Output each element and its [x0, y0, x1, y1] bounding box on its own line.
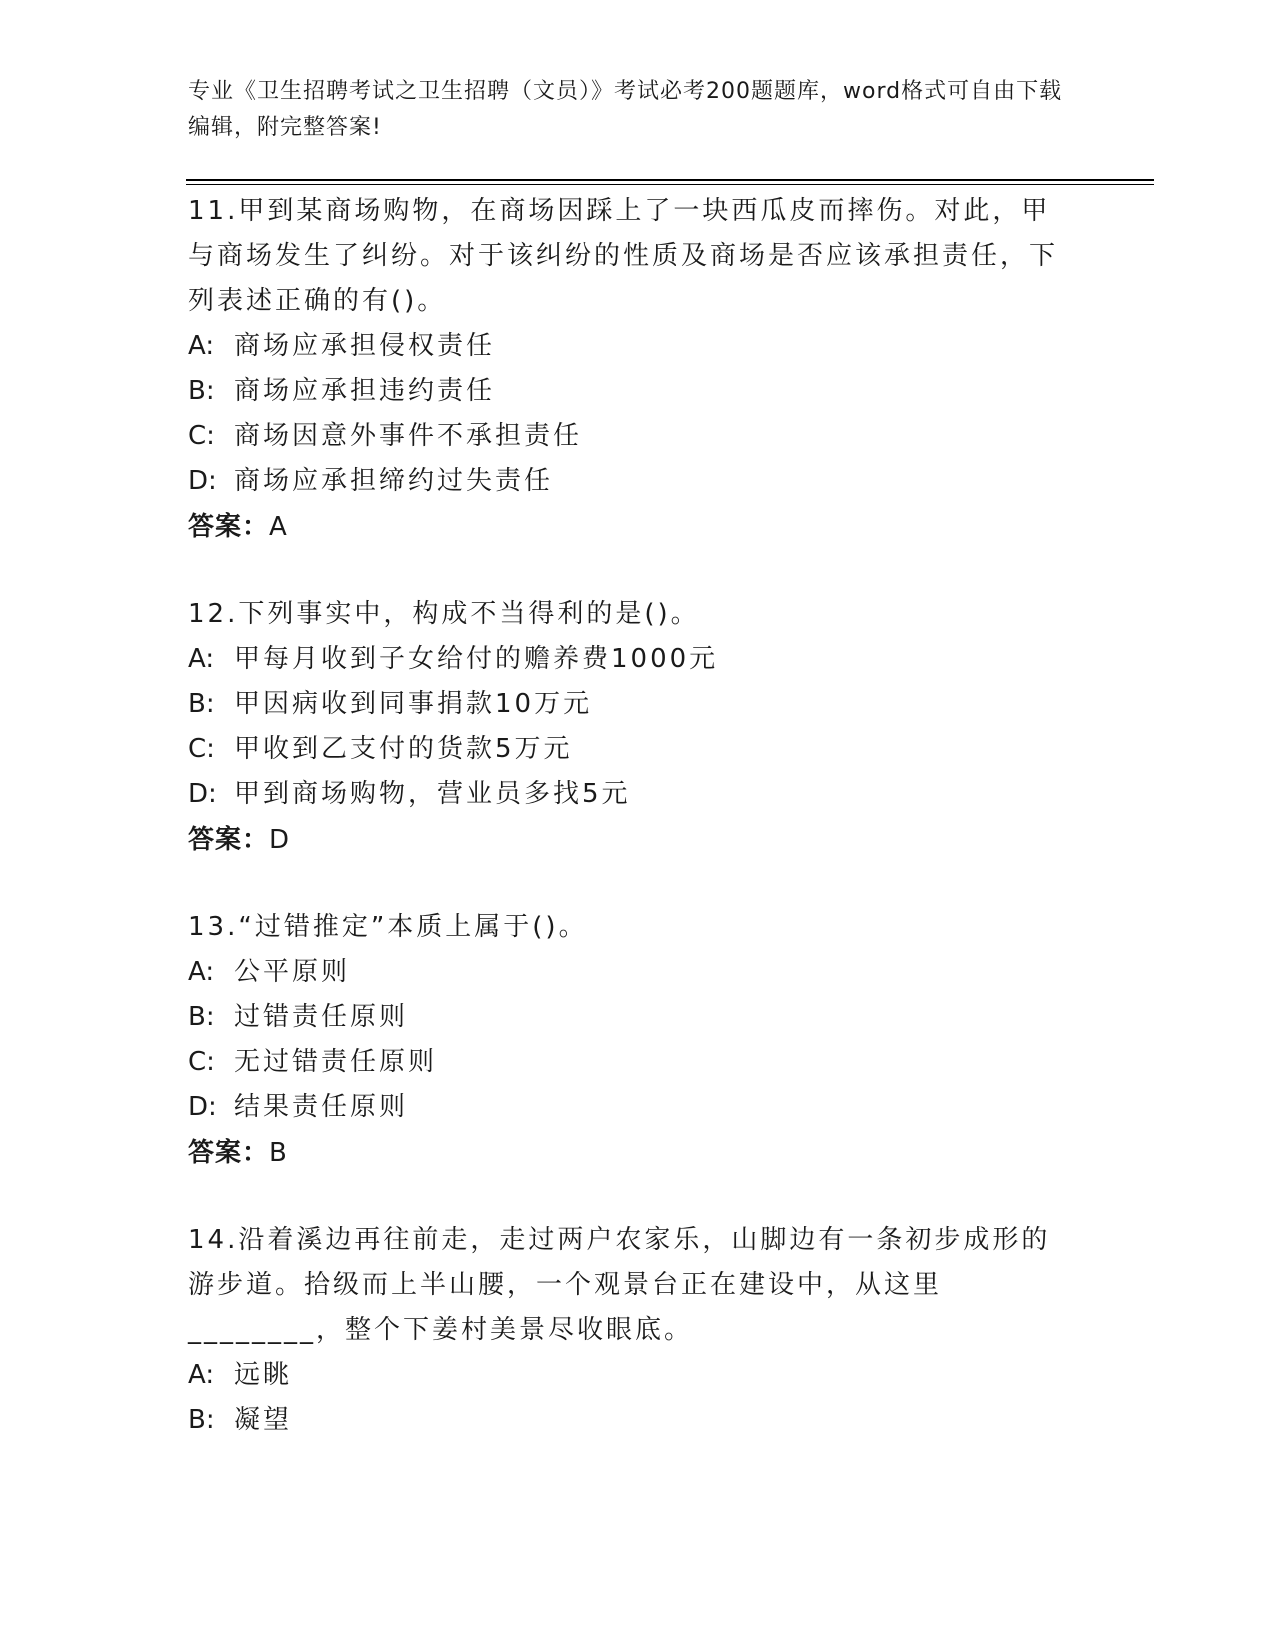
option-a	[188, 950, 1068, 995]
option-letter: B:	[188, 689, 215, 719]
option-c	[188, 414, 1068, 459]
option-text: 商场应承担违约责任	[234, 376, 496, 406]
header-rule-thin	[186, 184, 1154, 185]
option-text: 甲每月收到子女给付的赡养费1000元	[234, 644, 719, 674]
option-text: 过错责任原则	[234, 1002, 409, 1032]
option-text: 商场应承担缔约过失责任	[234, 466, 554, 496]
answer-label: 答案：	[188, 1138, 270, 1168]
question-12	[188, 592, 1068, 863]
option-text: 甲到商场购物，营业员多找5元	[234, 779, 631, 809]
option-letter: A:	[188, 644, 215, 674]
question-stem: 12.下列事实中，构成不当得利的是()。	[188, 599, 700, 629]
option-text: 商场应承担侵权责任	[234, 331, 496, 361]
option-text: 商场因意外事件不承担责任	[234, 421, 583, 451]
option-letter: C:	[188, 734, 215, 764]
option-letter: D:	[188, 1092, 217, 1122]
option-text: 甲收到乙支付的货款5万元	[234, 734, 573, 764]
option-letter: A:	[188, 957, 215, 987]
option-letter: B:	[188, 1405, 215, 1435]
question-list	[188, 189, 1068, 1485]
option-letter: A:	[188, 1360, 215, 1390]
question-11	[188, 189, 1068, 550]
question-stem: 11.甲到某商场购物，在商场因踩上了一块西瓜皮而摔伤。对此，甲与商场发生了纠纷。对于该纠纷的性质及商场是否应该承担责任，下列表述正确的有()。	[188, 196, 1059, 316]
question-14	[188, 1218, 1068, 1443]
option-d	[188, 772, 1068, 817]
option-b	[188, 369, 1068, 414]
answer-line	[188, 817, 1068, 863]
option-letter: D:	[188, 779, 217, 809]
answer-value: A	[269, 512, 288, 542]
option-a	[188, 1353, 1068, 1398]
option-d	[188, 1085, 1068, 1130]
option-letter: B:	[188, 1002, 215, 1032]
option-text: 结果责任原则	[234, 1092, 409, 1122]
option-text: 甲因病收到同事捐款10万元	[234, 689, 593, 719]
option-c	[188, 1040, 1068, 1085]
answer-line	[188, 504, 1068, 550]
option-a	[188, 324, 1068, 369]
option-c	[188, 727, 1068, 772]
header-title: 专业《卫生招聘考试之卫生招聘（文员）》考试必考200题题库，word格式可自由下载编辑，附完整答案!	[188, 79, 1063, 140]
document-header	[188, 74, 1068, 146]
option-text: 无过错责任原则	[234, 1047, 438, 1077]
option-letter: C:	[188, 1047, 215, 1077]
option-text: 公平原则	[234, 957, 351, 987]
option-b	[188, 682, 1068, 727]
answer-label: 答案：	[188, 512, 270, 542]
option-d	[188, 459, 1068, 504]
header-rule-thick	[186, 179, 1154, 181]
question-13	[188, 905, 1068, 1176]
answer-label: 答案：	[188, 825, 270, 855]
question-stem: 14.沿着溪边再往前走，走过两户农家乐，山脚边有一条初步成形的游步道。拾级而上半山腰，一个观景台正在建设中，从这里________，整个下姜村美景尽收眼底。	[188, 1225, 1051, 1345]
option-b	[188, 1398, 1068, 1443]
option-letter: A:	[188, 331, 215, 361]
question-stem: 13.“过错推定”本质上属于()。	[188, 912, 588, 942]
option-letter: D:	[188, 466, 217, 496]
option-text: 远眺	[234, 1360, 293, 1390]
option-letter: B:	[188, 376, 215, 406]
answer-line	[188, 1130, 1068, 1176]
option-text: 凝望	[234, 1405, 293, 1435]
option-b	[188, 995, 1068, 1040]
answer-value: B	[269, 1138, 288, 1168]
option-letter: C:	[188, 421, 215, 451]
option-a	[188, 637, 1068, 682]
answer-value: D	[269, 825, 291, 855]
